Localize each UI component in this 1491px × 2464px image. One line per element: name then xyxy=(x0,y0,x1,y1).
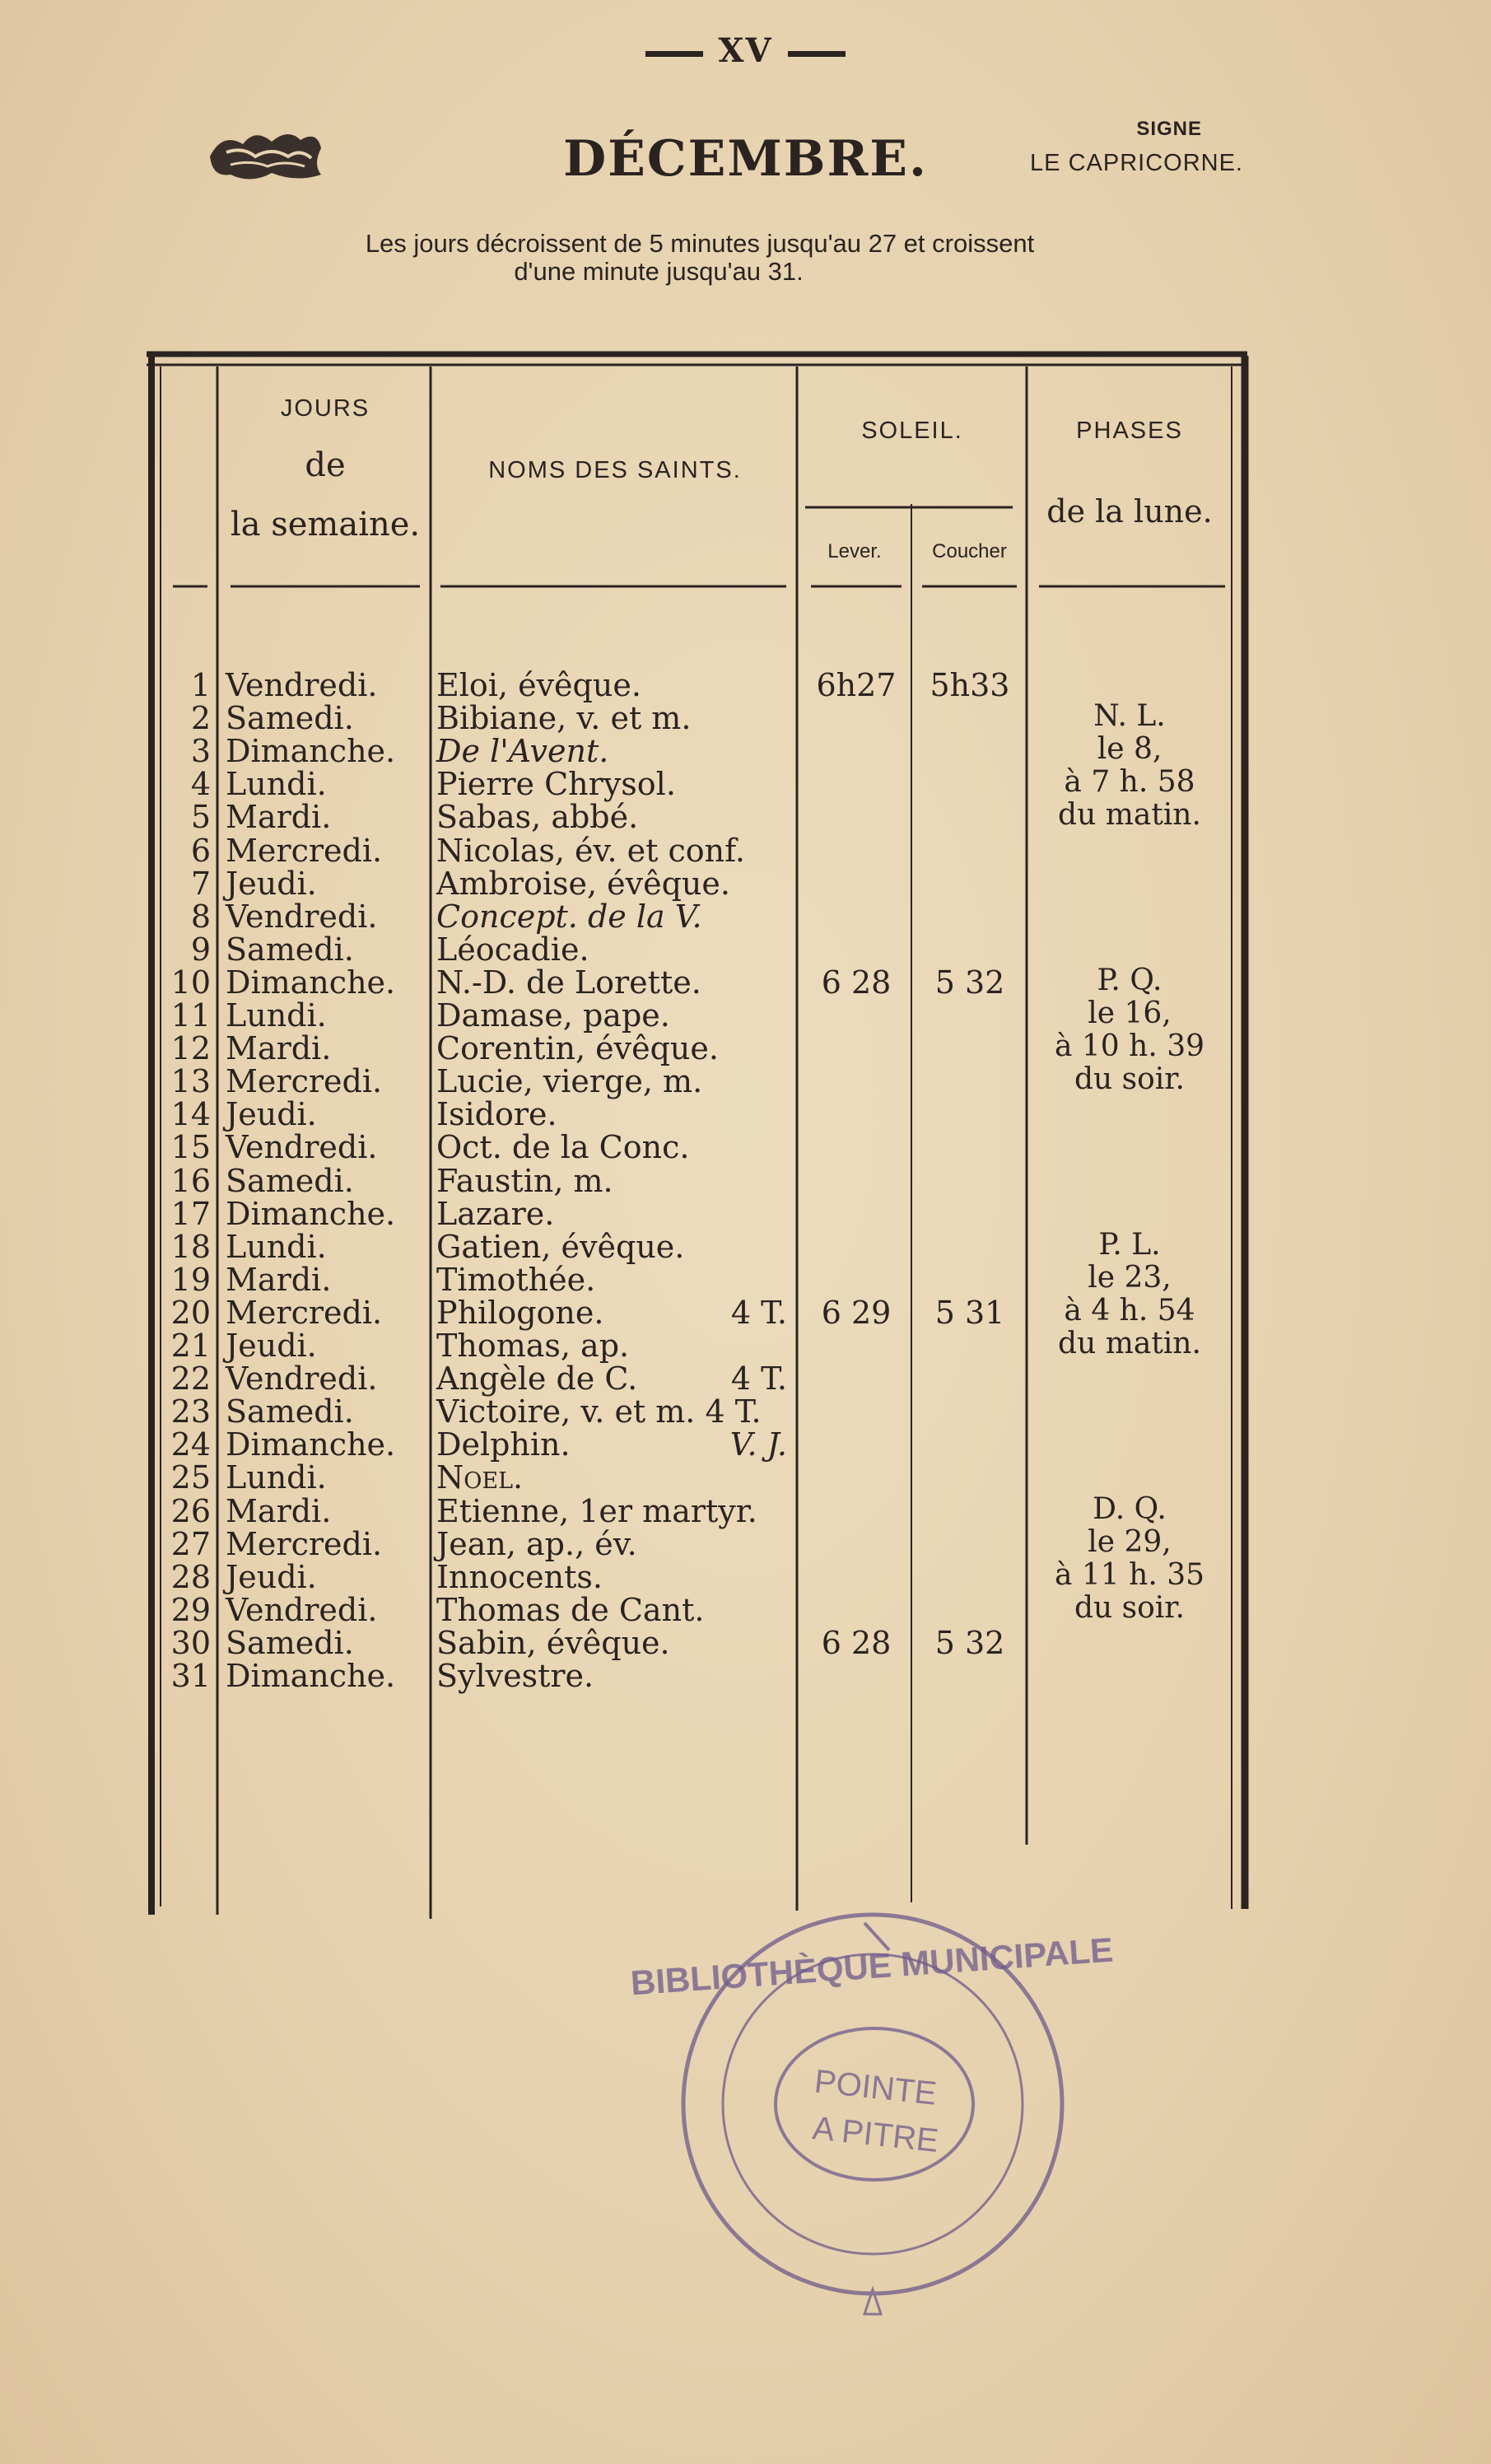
phase-line: à 4 h. 54 xyxy=(1064,1293,1195,1328)
row-saint: Thomas, ap. xyxy=(436,1328,630,1364)
phase-line: N. L. xyxy=(1093,699,1166,734)
row-weekday: Dimanche. xyxy=(226,964,396,1001)
phase-line: D. Q. xyxy=(1093,1491,1167,1526)
row-day-number: 11 xyxy=(170,997,211,1034)
sun-lever: 6h27 xyxy=(816,667,897,703)
sun-coucher: 5 31 xyxy=(934,1294,1005,1331)
row-saint: Etienne, 1er martyr. xyxy=(436,1492,757,1529)
intro-line: Les jours décroissent de 5 minutes jusqu'au 27 et croissent xyxy=(365,229,1035,258)
library-stamp xyxy=(629,1886,1115,2331)
phase-line: P. Q. xyxy=(1097,963,1163,997)
intro-line: d'une minute jusqu'au 31. xyxy=(514,257,804,286)
row-weekday: Vendredi. xyxy=(226,898,378,935)
row-day-number: 12 xyxy=(170,1030,211,1067)
stamp-top: BIBLIOTHÈQUE MUNICIPALE xyxy=(629,1930,1115,2003)
row-weekday: Lundi. xyxy=(226,1459,327,1496)
row-saint: Nicolas, év. et conf. xyxy=(436,832,745,869)
row-weekday: Jeudi. xyxy=(226,1096,317,1133)
header-phases-lune: de la lune. xyxy=(1046,493,1213,530)
row-saint: Oct. de la Conc. xyxy=(436,1129,690,1166)
row-weekday: Mardi. xyxy=(226,1492,332,1529)
row-saint: Timothée. xyxy=(436,1261,596,1298)
row-day-number: 22 xyxy=(170,1360,211,1398)
row-saint-suffix: V. J. xyxy=(729,1426,787,1463)
stamp-center-2: A PITRE xyxy=(810,2110,940,2159)
row-day-number: 2 xyxy=(190,700,211,737)
month-title: DÉCEMBRE. xyxy=(563,130,928,188)
row-saint: Philogone. xyxy=(436,1294,604,1331)
row-weekday: Lundi. xyxy=(226,766,327,803)
phase-line: P. L. xyxy=(1098,1227,1161,1262)
row-saint: Sabas, abbé. xyxy=(436,799,639,836)
row-weekday: Samedi. xyxy=(226,1393,354,1430)
row-weekday: Jeudi. xyxy=(226,1328,317,1364)
row-saint: Eloi, évêque. xyxy=(436,667,641,703)
row-day-number: 23 xyxy=(170,1393,211,1430)
sign-name: LE CAPRICORNE. xyxy=(1030,150,1243,176)
row-weekday: Mardi. xyxy=(226,799,332,836)
row-day-number: 17 xyxy=(170,1195,211,1232)
header-lever: Lever. xyxy=(827,540,882,562)
row-day-number: 9 xyxy=(190,931,211,968)
row-day-number: 28 xyxy=(170,1558,211,1595)
row-weekday: Dimanche. xyxy=(226,1426,396,1463)
sun-coucher: 5 32 xyxy=(934,1624,1005,1661)
phase-line: à 10 h. 39 xyxy=(1054,1029,1205,1063)
row-weekday: Dimanche. xyxy=(226,1658,396,1694)
row-day-number: 31 xyxy=(170,1658,211,1694)
row-day-number: 8 xyxy=(190,898,211,935)
row-day-number: 1 xyxy=(190,667,211,703)
row-day-number: 7 xyxy=(190,865,211,902)
phase-line: le 16, xyxy=(1088,996,1172,1030)
row-saint: Thomas de Cant. xyxy=(436,1591,705,1628)
row-day-number: 18 xyxy=(170,1228,211,1265)
row-saint: Isidore. xyxy=(436,1096,557,1133)
row-day-number: 13 xyxy=(170,1063,211,1100)
sun-lever: 6 28 xyxy=(821,1624,892,1661)
row-weekday: Samedi. xyxy=(226,1624,354,1661)
row-weekday: Mercredi. xyxy=(226,1525,383,1562)
row-saint: De l'Avent. xyxy=(436,733,609,770)
row-weekday: Samedi. xyxy=(226,1162,354,1199)
row-day-number: 20 xyxy=(170,1294,211,1331)
row-day-number: 24 xyxy=(170,1426,211,1463)
row-saint: Ambroise, évêque. xyxy=(436,865,730,902)
row-weekday: Lundi. xyxy=(226,997,327,1034)
row-saint: Angèle de C. xyxy=(436,1360,638,1398)
row-saint-suffix: 4 T. xyxy=(730,1294,787,1331)
row-day-number: 26 xyxy=(170,1492,211,1529)
row-weekday: Mardi. xyxy=(226,1261,332,1298)
row-saint: Delphin. xyxy=(436,1426,571,1463)
header-coucher: Coucher xyxy=(932,540,1007,562)
row-weekday: Vendredi. xyxy=(226,1129,378,1166)
row-day-number: 21 xyxy=(170,1328,211,1364)
header-jours-semaine: la semaine. xyxy=(230,506,421,544)
row-day-number: 16 xyxy=(170,1162,211,1199)
header-soleil: SOLEIL. xyxy=(861,418,963,444)
row-day-number: 3 xyxy=(190,733,211,770)
row-saint: Innocents. xyxy=(436,1558,603,1595)
row-saint: Noel. xyxy=(436,1459,524,1496)
row-saint: Bibiane, v. et m. xyxy=(436,700,692,737)
header-jours: JOURS xyxy=(280,395,370,422)
stamp-center-1: POINTE xyxy=(813,2063,939,2112)
row-weekday: Vendredi. xyxy=(226,667,378,703)
row-day-number: 27 xyxy=(170,1525,211,1562)
row-weekday: Lundi. xyxy=(226,1228,327,1265)
row-saint: Léocadie. xyxy=(436,931,589,968)
page-number: XV xyxy=(0,31,1491,70)
header-saints: NOMS DES SAINTS. xyxy=(488,457,742,483)
phase-line: du soir. xyxy=(1074,1590,1186,1625)
row-saint: Lucie, vierge, m. xyxy=(436,1063,703,1100)
sun-lever: 6 29 xyxy=(821,1294,892,1331)
phase-line: à 11 h. 35 xyxy=(1054,1557,1205,1592)
row-weekday: Mercredi. xyxy=(226,832,383,869)
row-saint: Victoire, v. et m. 4 T. xyxy=(436,1393,762,1430)
sign-label: SIGNE xyxy=(1136,118,1202,140)
row-weekday: Samedi. xyxy=(226,931,354,968)
sun-coucher: 5h33 xyxy=(930,667,1010,703)
row-weekday: Vendredi. xyxy=(226,1591,378,1628)
row-day-number: 6 xyxy=(190,832,211,869)
phase-line: du soir. xyxy=(1074,1062,1186,1096)
phase-line: à 7 h. 58 xyxy=(1064,765,1195,800)
row-day-number: 30 xyxy=(170,1624,211,1661)
row-weekday: Mardi. xyxy=(226,1030,332,1067)
row-day-number: 29 xyxy=(170,1591,211,1628)
row-weekday: Mercredi. xyxy=(226,1294,383,1331)
phase-line: le 29, xyxy=(1088,1524,1172,1559)
row-saint: Gatien, évêque. xyxy=(436,1228,685,1265)
phase-line: le 8, xyxy=(1097,732,1163,767)
row-saint: Corentin, évêque. xyxy=(436,1030,719,1067)
row-day-number: 15 xyxy=(170,1129,211,1166)
row-saint: N.-D. de Lorette. xyxy=(436,964,701,1001)
row-saint-suffix: 4 T. xyxy=(730,1360,787,1398)
row-saint: Pierre Chrysol. xyxy=(436,766,676,803)
row-saint: Faustin, m. xyxy=(436,1162,613,1199)
sun-lever: 6 28 xyxy=(821,964,892,1001)
row-weekday: Vendredi. xyxy=(226,1360,378,1398)
phase-line: le 23, xyxy=(1088,1260,1172,1295)
row-weekday: Jeudi. xyxy=(226,865,317,902)
row-day-number: 10 xyxy=(170,964,211,1001)
header-jours-de: de xyxy=(305,446,346,484)
row-day-number: 19 xyxy=(170,1261,211,1298)
row-saint: Damase, pape. xyxy=(436,997,670,1034)
row-saint: Concept. de la V. xyxy=(436,898,702,935)
phase-line: du matin. xyxy=(1058,798,1201,833)
row-saint: Jean, ap., év. xyxy=(436,1525,637,1562)
row-weekday: Mercredi. xyxy=(226,1063,383,1100)
header-phases: PHASES xyxy=(1076,418,1183,444)
row-day-number: 4 xyxy=(190,766,211,803)
row-weekday: Samedi. xyxy=(226,700,354,737)
row-day-number: 14 xyxy=(170,1096,211,1133)
sun-coucher: 5 32 xyxy=(934,964,1005,1001)
row-saint: Sylvestre. xyxy=(436,1658,594,1694)
row-saint: Lazare. xyxy=(436,1195,555,1232)
row-weekday: Jeudi. xyxy=(226,1558,317,1595)
row-day-number: 5 xyxy=(190,799,211,836)
row-saint: Sabin, évêque. xyxy=(436,1624,670,1661)
row-day-number: 25 xyxy=(170,1459,211,1496)
row-weekday: Dimanche. xyxy=(226,733,396,770)
phase-line: du matin. xyxy=(1058,1326,1201,1360)
row-weekday: Dimanche. xyxy=(226,1195,396,1232)
